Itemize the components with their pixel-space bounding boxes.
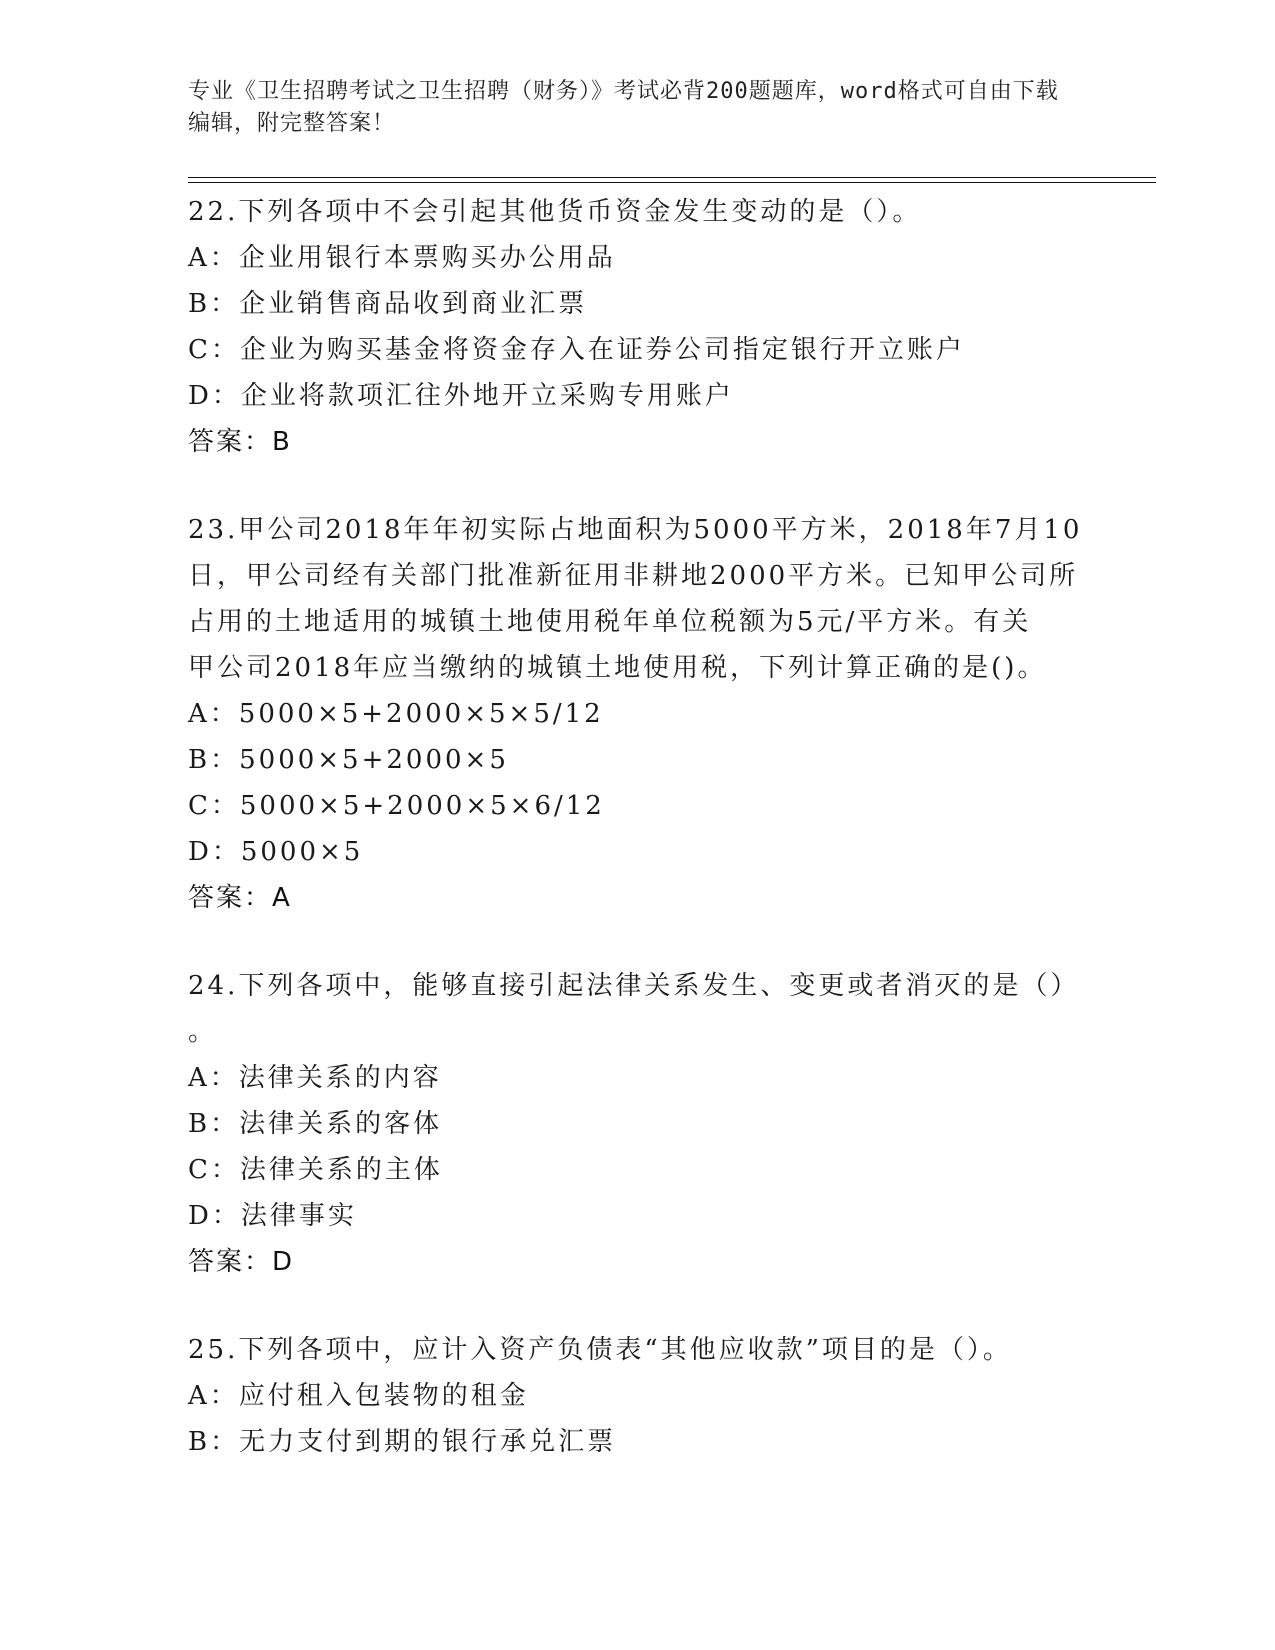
question-text-line-2: 。 [188, 1017, 218, 1047]
option-d: D：5000×5 [188, 837, 364, 867]
answer: 答案：B [188, 427, 292, 457]
question-text-line-2: 日，甲公司经有关部门批准新征用非耕地2000平方米。已知甲公司所 [188, 561, 1079, 591]
option-d: D：法律事实 [188, 1201, 357, 1231]
option-a: A：法律关系的内容 [188, 1063, 442, 1093]
question-text-line-4: 甲公司2018年应当缴纳的城镇土地使用税，下列计算正确的是()。 [188, 653, 1047, 683]
option-a: A：5000×5+2000×5×5/12 [188, 699, 604, 729]
question-23 [188, 507, 1088, 921]
question-text-line-1: 23.甲公司2018年年初实际占地面积为5000平方米，2018年7月10 [188, 515, 1083, 545]
document-header: 专业《卫生招聘考试之卫生招聘（财务）》考试必背200题题库，word格式可自由下载编辑，附完整答案！ [188, 79, 1059, 136]
question-text-line-3: 占用的土地适用的城镇土地使用税年单位税额为5元/平方米。有关 [188, 607, 1032, 637]
option-b: B：企业销售商品收到商业汇票 [188, 289, 588, 319]
question-text: 22.下列各项中不会引起其他货币资金发生变动的是（）。 [188, 197, 922, 227]
header-rule-bottom [188, 182, 1156, 183]
option-a: A：应付租入包装物的租金 [188, 1381, 529, 1411]
question-24 [188, 963, 1088, 1285]
option-b: B：法律关系的客体 [188, 1109, 443, 1139]
option-c: C：企业为购买基金将资金存入在证券公司指定银行开立账户 [188, 335, 965, 365]
option-d: D：企业将款项汇往外地开立采购专用账户 [188, 381, 734, 411]
answer: 答案：A [188, 883, 292, 913]
question-text: 25.下列各项中，应计入资产负债表“其他应收款”项目的是（）。 [188, 1335, 1012, 1365]
question-list [188, 189, 1088, 1507]
question-25 [188, 1327, 1088, 1465]
option-b: B：5000×5+2000×5 [188, 745, 509, 775]
option-c: C：5000×5+2000×5×6/12 [188, 791, 605, 821]
option-c: C：法律关系的主体 [188, 1155, 443, 1185]
question-text-line-1: 24.下列各项中，能够直接引起法律关系发生、变更或者消灭的是（） [188, 971, 1080, 1001]
header-rule-top [188, 177, 1156, 178]
answer: 答案：D [188, 1247, 295, 1277]
option-b: B：无力支付到期的银行承兑汇票 [188, 1427, 617, 1457]
question-22 [188, 189, 1088, 465]
option-a: A：企业用银行本票购买办公用品 [188, 243, 616, 273]
